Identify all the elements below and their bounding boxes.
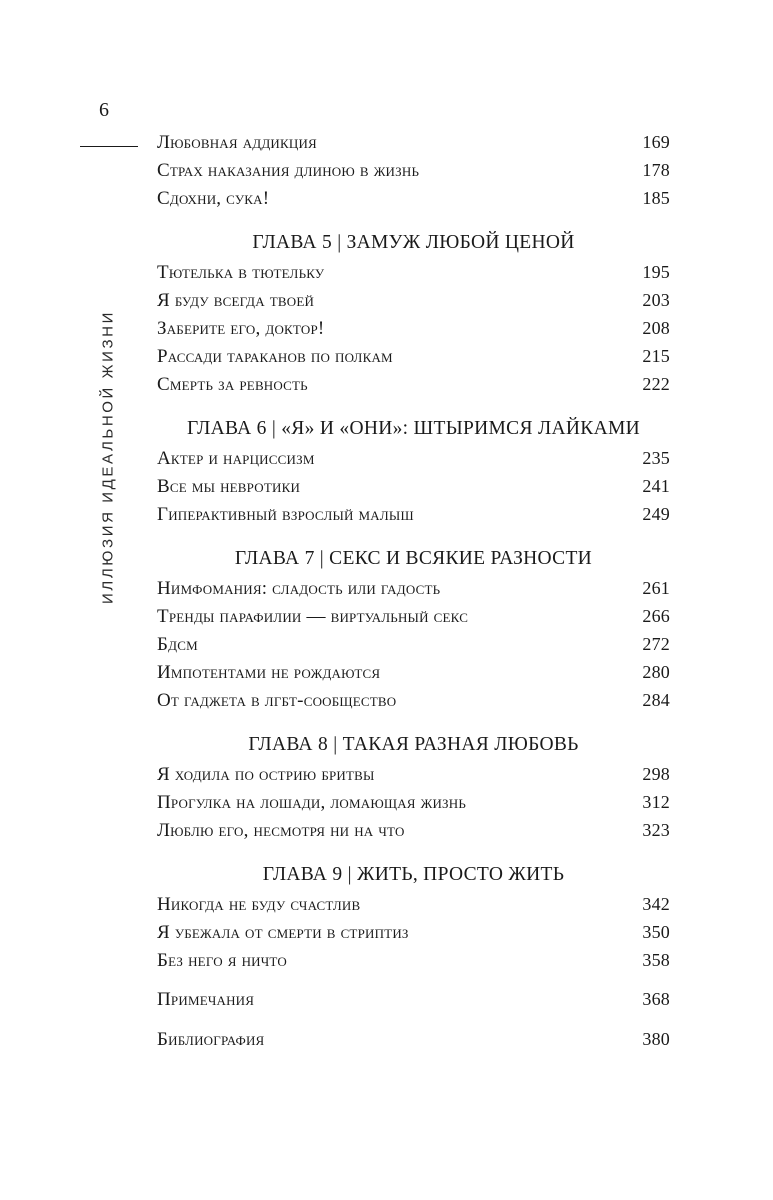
- toc-entry-title: Бдсм: [157, 634, 198, 655]
- toc-entry-title: Библиография: [157, 1029, 265, 1050]
- toc-entry[interactable]: [157, 370, 670, 398]
- toc-entry[interactable]: [157, 574, 670, 602]
- running-head: ИЛЛЮЗИЯ ИДЕАЛЬНОЙ ЖИЗНИ: [99, 310, 117, 604]
- toc-entry-page: 235: [642, 448, 670, 468]
- toc-entry-page: 222: [642, 374, 670, 394]
- toc-entry-title: Рассади тараканов по полкам: [157, 346, 393, 367]
- toc-entry[interactable]: [157, 918, 670, 946]
- toc-entry-page: 185: [642, 188, 670, 208]
- toc-entry[interactable]: [157, 500, 670, 528]
- toc-entry-page: 272: [642, 634, 670, 654]
- toc-entry-title: Примечания: [157, 989, 255, 1010]
- toc-entry[interactable]: [157, 342, 670, 370]
- toc-entry-page: 350: [642, 922, 670, 942]
- toc-entry-page: 195: [642, 262, 670, 282]
- toc-entry-page: 323: [642, 820, 670, 840]
- toc-entry-title: Актер и нарциссизм: [157, 448, 315, 469]
- toc-entry-page: 358: [642, 950, 670, 970]
- toc-entry-title: Заберите его, доктор!: [157, 318, 325, 339]
- toc-entry[interactable]: [157, 444, 670, 472]
- toc-entry[interactable]: [157, 630, 670, 658]
- toc-entry-title: Нимфомания: сладость или гадость: [157, 578, 441, 599]
- toc-entry-title: Страх наказания длиною в жизнь: [157, 160, 420, 181]
- toc-entry-title: Прогулка на лошади, ломающая жизнь: [157, 792, 467, 813]
- toc-entry-page: 249: [642, 504, 670, 524]
- toc-entry-page: 266: [642, 606, 670, 626]
- toc-entry-notes[interactable]: [157, 985, 670, 1013]
- toc-entry[interactable]: [157, 946, 670, 974]
- toc-entry-title: Никогда не буду счастлив: [157, 894, 361, 915]
- toc-entry[interactable]: [157, 314, 670, 342]
- toc-entry-title: Тютелька в тютельку: [157, 262, 325, 283]
- toc-entry[interactable]: [157, 686, 670, 714]
- toc-entry-page: 169: [642, 132, 670, 152]
- toc-entry-page: 241: [642, 476, 670, 496]
- chapter-heading[interactable]: ГЛАВА 5 | ЗАМУЖ ЛЮБОЙ ЦЕНОЙ: [252, 232, 575, 253]
- toc-entry-page: 312: [642, 792, 670, 812]
- toc-entry-title: Тренды парафилии — виртуальный секс: [157, 606, 469, 627]
- toc-entry-title: Без него я ничто: [157, 950, 287, 971]
- toc-entry-page: 178: [642, 160, 670, 180]
- toc-entry-page: 380: [642, 1029, 670, 1049]
- table-of-contents: [157, 128, 670, 1053]
- toc-entry-title: Смерть за ревность: [157, 374, 308, 395]
- chapter-heading[interactable]: ГЛАВА 8 | ТАКАЯ РАЗНАЯ ЛЮБОВЬ: [248, 734, 579, 755]
- toc-entry[interactable]: [157, 128, 670, 156]
- toc-entry-page: 342: [642, 894, 670, 914]
- toc-entry-title: От гаджета в лгбт-сообщество: [157, 690, 397, 711]
- toc-entry-title: Любовная аддикция: [157, 132, 317, 153]
- toc-entry[interactable]: [157, 472, 670, 500]
- toc-entry-title: Я буду всегда твоей: [157, 290, 315, 311]
- toc-entry[interactable]: [157, 184, 670, 212]
- toc-entry[interactable]: [157, 890, 670, 918]
- toc-entry[interactable]: [157, 658, 670, 686]
- toc-entry-title: Я ходила по острию бритвы: [157, 764, 375, 785]
- chapter-heading[interactable]: ГЛАВА 7 | СЕКС И ВСЯКИЕ РАЗНОСТИ: [234, 548, 593, 569]
- toc-entry-title: Сдохни, сука!: [157, 188, 270, 209]
- toc-entry-page: 261: [642, 578, 670, 598]
- toc-entry-page: 208: [642, 318, 670, 338]
- toc-entry[interactable]: [157, 760, 670, 788]
- toc-entry-page: 280: [642, 662, 670, 682]
- page-number: 6: [99, 99, 109, 121]
- chapter-heading[interactable]: ГЛАВА 9 | ЖИТЬ, ПРОСТО ЖИТЬ: [262, 864, 565, 885]
- toc-entry[interactable]: [157, 816, 670, 844]
- toc-entry-page: 298: [642, 764, 670, 784]
- toc-entry-page: 368: [642, 989, 670, 1009]
- toc-entry-page: 203: [642, 290, 670, 310]
- toc-entry-title: Импотентами не рождаются: [157, 662, 381, 683]
- chapter-heading[interactable]: ГЛАВА 6 | «Я» И «ОНИ»: ШТЫРИМСЯ ЛАЙКАМИ: [187, 418, 640, 439]
- toc-entry-title: Я убежала от смерти в стриптиз: [157, 922, 409, 943]
- toc-entry[interactable]: [157, 602, 670, 630]
- toc-entry[interactable]: [157, 156, 670, 184]
- toc-entry-title: Все мы невротики: [157, 476, 301, 497]
- toc-entry-page: 284: [642, 690, 670, 710]
- toc-entry-title: Люблю его, несмотря ни на что: [157, 820, 405, 841]
- toc-entry[interactable]: [157, 286, 670, 314]
- toc-entry-bibliography[interactable]: [157, 1025, 670, 1053]
- header-rule: [80, 146, 138, 147]
- toc-entry[interactable]: [157, 258, 670, 286]
- toc-entry[interactable]: [157, 788, 670, 816]
- toc-entry-page: 215: [642, 346, 670, 366]
- toc-entry-title: Гиперактивный взрослый малыш: [157, 504, 414, 525]
